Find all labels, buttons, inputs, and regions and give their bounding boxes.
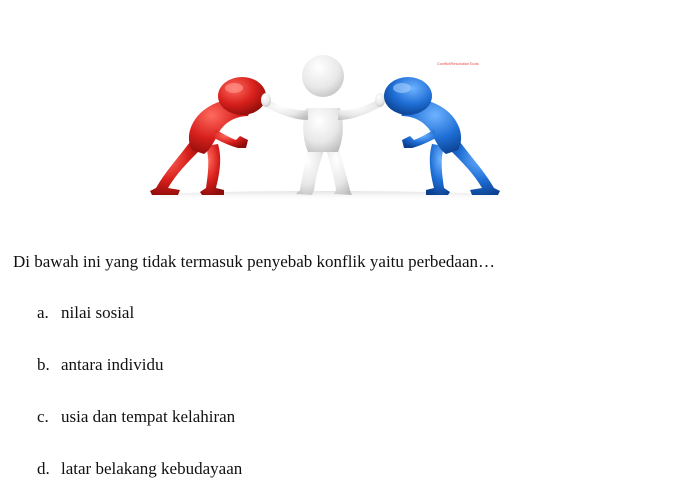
option-a-text: nilai sosial: [61, 303, 135, 322]
option-b-letter: b.: [37, 355, 50, 374]
option-c[interactable]: [37, 407, 235, 427]
blue-figure: [384, 77, 500, 195]
option-c-letter: c.: [37, 407, 49, 426]
watermark-text: ConflictResolutionTools: [437, 61, 479, 66]
conflict-figures-illustration: [140, 50, 510, 205]
option-c-text: usia dan tempat kelahiran: [61, 407, 236, 426]
option-b-text: antara individu: [61, 355, 164, 374]
red-figure: [150, 77, 266, 195]
question-text: Di bawah ini yang tidak termasuk penyebab konflik yaitu perbedaan…: [13, 252, 495, 271]
option-a-letter: a.: [37, 303, 49, 322]
option-d-letter: d.: [37, 459, 50, 478]
option-d-text: latar belakang kebudayaan: [61, 459, 243, 478]
option-b[interactable]: [37, 355, 163, 375]
option-a[interactable]: [37, 303, 134, 323]
white-figure: [261, 55, 385, 195]
option-d[interactable]: [37, 459, 242, 479]
